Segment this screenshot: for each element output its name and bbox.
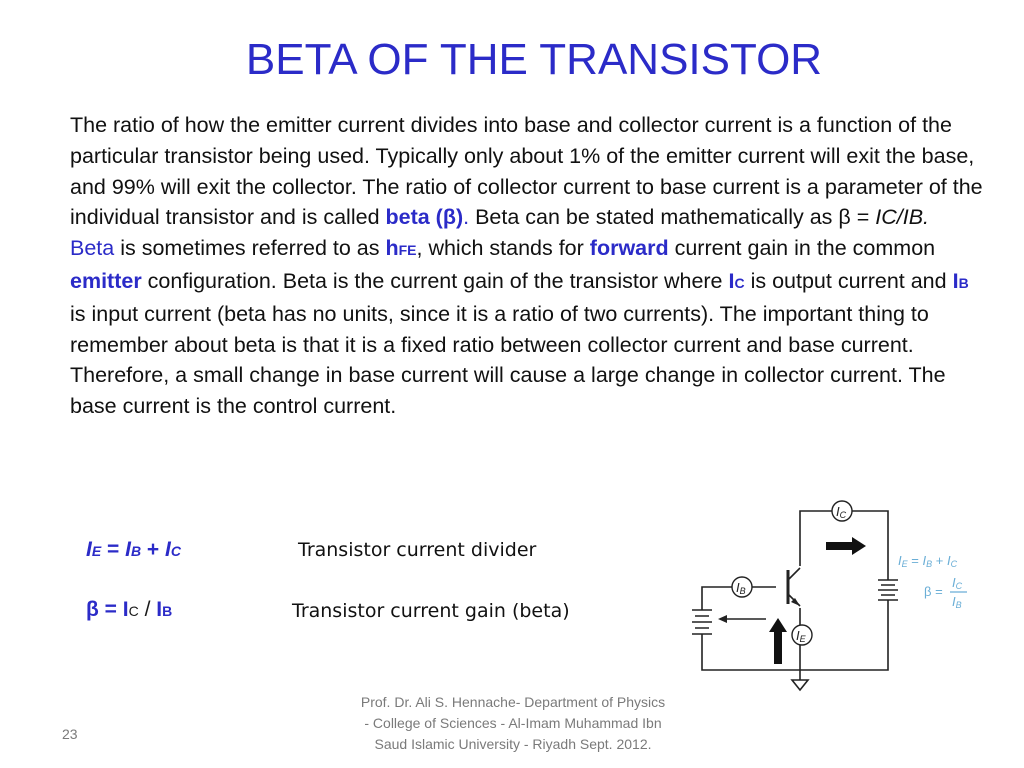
ceq1-ib: I xyxy=(922,553,927,568)
ib-sub: B xyxy=(958,274,969,291)
eq2-slash: / xyxy=(138,598,157,621)
ceq1-ic-sub: C xyxy=(950,559,958,569)
svg-text:IB xyxy=(952,594,962,610)
thick-arrow-collector-head xyxy=(852,537,866,555)
p2-text-3: current gain in the common xyxy=(668,236,936,261)
eq2-beta: β xyxy=(86,598,99,621)
footer-credit: Prof. Dr. Ali S. Hennache- Department of Physics - College of Sciences - Al-Imam Muhammad Ibn Saud Islamic University - Riyadh Sept. 2012. xyxy=(360,694,666,752)
p2-text-6: is input current (beta has no units, since it is a ratio of two currents). The important thing to remember about beta is that it is a fixed ratio between collector current and base current. Therefore, a small change in base current will cause a large change in collector current. The base current is the control current. xyxy=(70,301,946,419)
ie-label-sub: E xyxy=(799,634,806,644)
battery-right xyxy=(878,580,898,600)
ceq1-ie-sub: E xyxy=(901,559,908,569)
eq1-lhs: I xyxy=(86,538,92,561)
ceq2-den-sub: B xyxy=(955,600,962,610)
ground-symbol xyxy=(792,680,808,690)
eq2-term1: I xyxy=(122,598,129,621)
ib-label-sub: B xyxy=(739,586,746,596)
paragraph-1 xyxy=(70,110,990,233)
p2-text-4: configuration. Beta is the current gain of the transistor where xyxy=(141,268,729,293)
eq1-lhs-sub: E xyxy=(91,543,102,559)
eq1-equals: = xyxy=(101,538,126,561)
ceq2-num-sub: C xyxy=(955,581,963,591)
body-text xyxy=(70,110,990,422)
eq1-term2-sub: C xyxy=(170,543,181,559)
eq1-term2: I xyxy=(165,538,171,561)
ie-label: I xyxy=(796,628,800,643)
equation-2-description: Transistor current gain (beta) xyxy=(292,600,570,622)
paragraph-2 xyxy=(70,233,990,422)
p2-text-5: is output current and xyxy=(744,268,953,293)
beta-formula: IC/IB. xyxy=(875,205,930,230)
thick-arrow-collector-body xyxy=(826,542,852,550)
svg-text:IC xyxy=(952,575,963,591)
eq1-term1-sub: B xyxy=(130,543,142,559)
ceq1-plus: + xyxy=(932,553,947,568)
battery-left xyxy=(692,610,712,634)
ceq2-beta: β = xyxy=(924,584,943,599)
equation-1-description: Transistor current divider xyxy=(298,539,537,561)
thick-arrow-emitter-body xyxy=(774,632,782,664)
p2-text-1: is sometimes referred to as xyxy=(114,236,386,261)
ic-i: I xyxy=(728,268,735,293)
transistor-collector-lead xyxy=(788,568,800,580)
hfe-sub: FE xyxy=(398,242,417,259)
ceq1-ib-sub: B xyxy=(926,559,933,569)
page-number: 23 xyxy=(62,726,78,742)
beta-term: beta (β) xyxy=(385,205,464,230)
ceq1-ic: I xyxy=(946,553,951,568)
p2-text-2: , which stands for xyxy=(416,236,590,261)
eq2-equals: = xyxy=(98,598,123,621)
thick-arrow-emitter-head xyxy=(769,618,787,632)
wire-left-bottom xyxy=(702,634,800,670)
equation-current-gain xyxy=(86,598,172,622)
beta-dot: . xyxy=(463,205,470,230)
thin-arrowhead xyxy=(718,615,727,623)
transistor-circuit-diagram xyxy=(680,492,990,697)
eq2-term1-sub: C xyxy=(128,603,139,619)
ic-label-sub: C xyxy=(839,510,847,520)
emitter-term: emitter xyxy=(70,268,142,293)
eq2-term2-sub: B xyxy=(162,603,173,619)
ic-label: I xyxy=(836,504,840,519)
eq1-plus: + xyxy=(141,538,166,561)
slide-title: BETA OF THE TRANSISTOR xyxy=(245,35,823,84)
hfe-h: h xyxy=(385,236,399,261)
p1-text-1: The ratio of how the emitter current divides into base and collector current is a function of the particular transistor being used. Typically only about 1% of the emitter current will exit the base, and 99% will exit the collector. The ratio of collector current to base current is a parameter of the individual transistor and is called xyxy=(70,113,983,230)
wire-right-bottom xyxy=(800,600,888,670)
equation-current-divider xyxy=(86,538,181,562)
ib-label: I xyxy=(736,580,740,595)
ceq1-ie: I xyxy=(898,553,902,568)
p1-text-2: Beta can be stated mathematically as β = xyxy=(469,205,876,230)
ic-sub: C xyxy=(734,274,745,291)
forward-term: forward xyxy=(589,236,669,261)
eq1-term1: I xyxy=(125,538,131,561)
ceq2-den: I xyxy=(952,594,956,609)
ib-i: I xyxy=(952,268,959,293)
beta-word: Beta xyxy=(70,236,115,261)
ceq2-num: I xyxy=(952,575,956,590)
ceq1-eq: = xyxy=(907,553,923,568)
circuit-equation-1 xyxy=(898,553,958,569)
eq2-term2: I xyxy=(156,598,163,621)
